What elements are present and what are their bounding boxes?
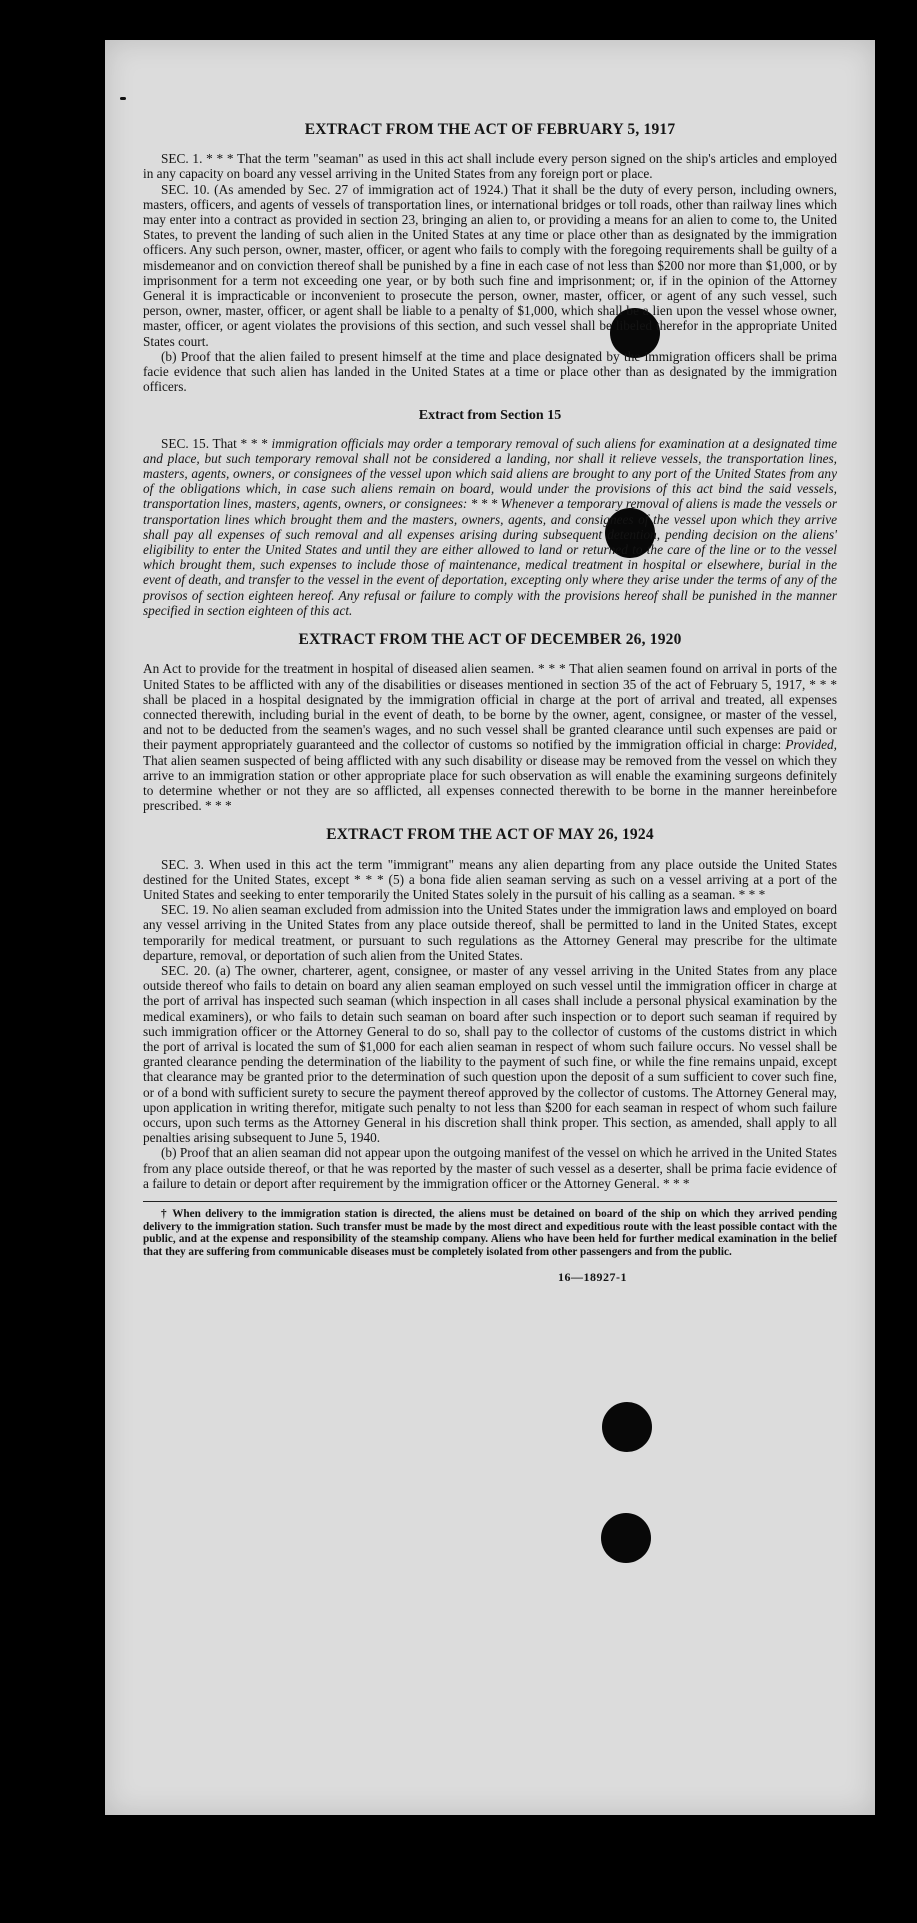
act-1920-provided: Provided, xyxy=(785,737,837,753)
document-body xyxy=(143,122,837,1286)
section-15-paragraph xyxy=(143,436,837,618)
section-10b-paragraph: (b) Proof that the alien failed to present himself at the time and place designated by the immigration officers shall be prima facie evidence that such alien has landed in the United States at a time or place other than as designated by the immigration officers. xyxy=(143,348,837,395)
punch-hole xyxy=(601,1513,651,1563)
section-3-paragraph: SEC. 3. When used in this act the term "immigrant" means any alien departing from any place outside the United States destined for the United States, except * * * (5) a bona fide alien seaman serving as such on a vessel arriving at a port of the United States and seeking to enter temporarily the United States solely in the pursuit of his calling as a seaman. * * * xyxy=(143,856,837,902)
scan-speck xyxy=(120,97,126,100)
section-15-lead: SEC. 15. That * * * xyxy=(161,435,272,451)
document-sheet xyxy=(105,40,875,1815)
section-20b-paragraph: (b) Proof that an alien seaman did not appear upon the outgoing manifest of the vessel on which he arrived in the United States from any place outside thereof, or that he was reported by the master of such vessel as a deserter, shall be prima facie evidence of a failure to detain or deport after requirement by the immigration officer or the Attorney General. * * * xyxy=(143,1145,837,1191)
section-1-paragraph: SEC. 1. * * * That the term "seaman" as used in this act shall include every person signed on the ship's articles and employed in any capacity on board any vessel arriving in the United States from any foreign port or place. xyxy=(143,151,837,182)
act-1920-paragraph xyxy=(143,661,837,813)
heading-1917: EXTRACT FROM THE ACT OF FEBRUARY 5, 1917 xyxy=(304,121,676,138)
heading-1924: EXTRACT FROM THE ACT OF MAY 26, 1924 xyxy=(326,826,654,844)
section-20-paragraph: SEC. 20. (a) The owner, charterer, agent, consignee, or master of any vessel arriving in the United States from any place outside thereof who fails to detain on board any alien seaman employed on such vessel until the immigration officer in charge at the port of arrival has inspected such seaman (which inspection in all cases shall include a personal physical examination by the medical examiners), or who fails to detain such seaman on board after such inspection or to deport such seaman if required by such immigration officer or the Attorney General to do so, shall pay to the collector of customs of the customs district in which the port of arrival is located the sum of $1,000 for each alien seaman in respect of whom such failure occurs. No vessel shall be granted clearance pending the determination of the liability to the payment of such fine, or while the fine remains unpaid, except that clearance may be granted prior to the determination of such question upon the deposit of a sum sufficient to cover such fine, or of a bond with sufficient surety to secure the payment thereof approved by the collector of customs. The Attorney General may, upon application in writing therefor, mitigate such penalty to not less than $200 for each seaman in respect of whom such failure occurs, upon such terms as the Attorney General in his discretion shall think proper. This section, as amended, shall apply to all penalties arising subsequent to June 5, 1940. xyxy=(143,962,837,1146)
heading-1920: EXTRACT FROM THE ACT OF DECEMBER 26, 1920 xyxy=(298,631,682,649)
footnote: † When delivery to the immigration station is directed, the aliens must be detained on board of the ship on which they arrived pending delivery to the immigration station. Such transfer must be made by the most direct and expeditious route with the least possible contact with the public, and at the expense and responsibility of the steamship company. Aliens who have been held for further medical examination in the belief that they are suffering from communicable diseases must be completely isolated from other passengers and from the public. xyxy=(143,1208,837,1258)
section-15-text: immigration officials may order a temporary removal of such aliens for examination at a designated time and place, but such temporary removal shall not be considered a landing, nor shall it relieve vessels, the transportation lines, masters, agents, owners, or consignees of the vessel upon which said aliens are brought to any port of the United States from any of the obligations which, in case such aliens remain on board, would under the provisions of this act bind the said vessels, transportation lines, masters, agents, owners, or consignees: * * * Whenever a temporary removal of aliens is made the vessels or transportation lines which brought them and the masters, owners, agents, and consignees of the vessel upon which they arrive shall pay all expenses of such removal and all expenses arising during subsequent detention, pending decision on the aliens' eligibility to enter the United States and until they are either allowed to land or returned to the care of the line or to the vessel which brought them, such expenses to include those of maintenance, medical treatment in hospital or elsewhere, burial in the event of death, and transfer to the vessel in the event of deportation, excepting only where they arise under the terms of any of the provisos of section eighteen hereof. Any refusal or failure to comply with the provisions hereof shall be punished in the manner specified in section eighteen of this act. xyxy=(143,435,837,618)
section-10-paragraph: SEC. 10. (As amended by Sec. 27 of immigration act of 1924.) That it shall be the duty of every person, including owners, masters, officers, and agents of vessels of transportation lines, or international bridges or toll roads, other than railway lines which may enter into a contract as provided in section 23, bringing an alien to, or providing a means for an alien to come to, the United States, to prevent the landing of such alien in the United States at any time or place other than as designated by the immigration officers. Any such person, owner, master, officer, or agent who fails to comply with the foregoing requirements shall be guilty of a misdemeanor and on conviction thereof shall be punished by a fine in each case of not less than $200 nor more than $1,000, or by imprisonment for a term not exceeding one year, or by both such fine and imprisonment; or, if in the opinion of the Attorney General it is impracticable or inconvenient to prosecute the person, owner, master, officer, or agent of any such vessel, such person, owner, master, officer, or agent shall be liable to a penalty of $1,000, which shall be a lien upon the vessel whose owner, master, officer, or agent violates the provisions of this section, and such vessel shall be libeled therefor in the appropriate United States court. xyxy=(143,181,837,349)
section-15-subheading: Extract from Section 15 xyxy=(418,408,562,424)
act-1920-text-b: That alien seamen suspected of being afflicted with any such disability or disease may be removed from the vessel on which they arrive to an immigration station or other appropriate place for such observation as will enable the examining surgeons definitely to determine whether or not they are so afflicted, all expenses connected therewith to be borne in the manner hereinbefore prescribed. * * * xyxy=(143,752,837,814)
act-1920-text-a: An Act to provide for the treatment in hospital of diseased alien seamen. * * * That alien seamen found on arrival in ports of the United States to be afflicted with any of the disabilities or diseases mentioned in section 35 of the act of February 5, 1917, * * * shall be placed in a hospital designated by the immigration official in charge at the port of arrival and treated, all expenses connected therewith, including burial in the event of death, to be borne by the owner, agent, consignee, or master of the vessel, and not to be deducted from the seamen's wages, and no such vessel shall be granted clearance until such expenses are paid or their payment appropriately guaranteed and the collector of customs so notified by the immigration official in charge: xyxy=(143,661,837,753)
section-19-paragraph: SEC. 19. No alien seaman excluded from admission into the United States under the immigration laws and employed on board any vessel arriving in the United States from any place outside thereof, shall be permitted to land in the United States, except temporarily for medical treatment, or pursuant to such regulations as the Attorney General may prescribe for the ultimate departure, removal, or deportation of such alien from the United States. xyxy=(143,902,837,963)
footnote-divider xyxy=(143,1201,837,1202)
document-number: 16—18927-1 xyxy=(558,1270,627,1285)
punch-hole xyxy=(602,1402,652,1452)
